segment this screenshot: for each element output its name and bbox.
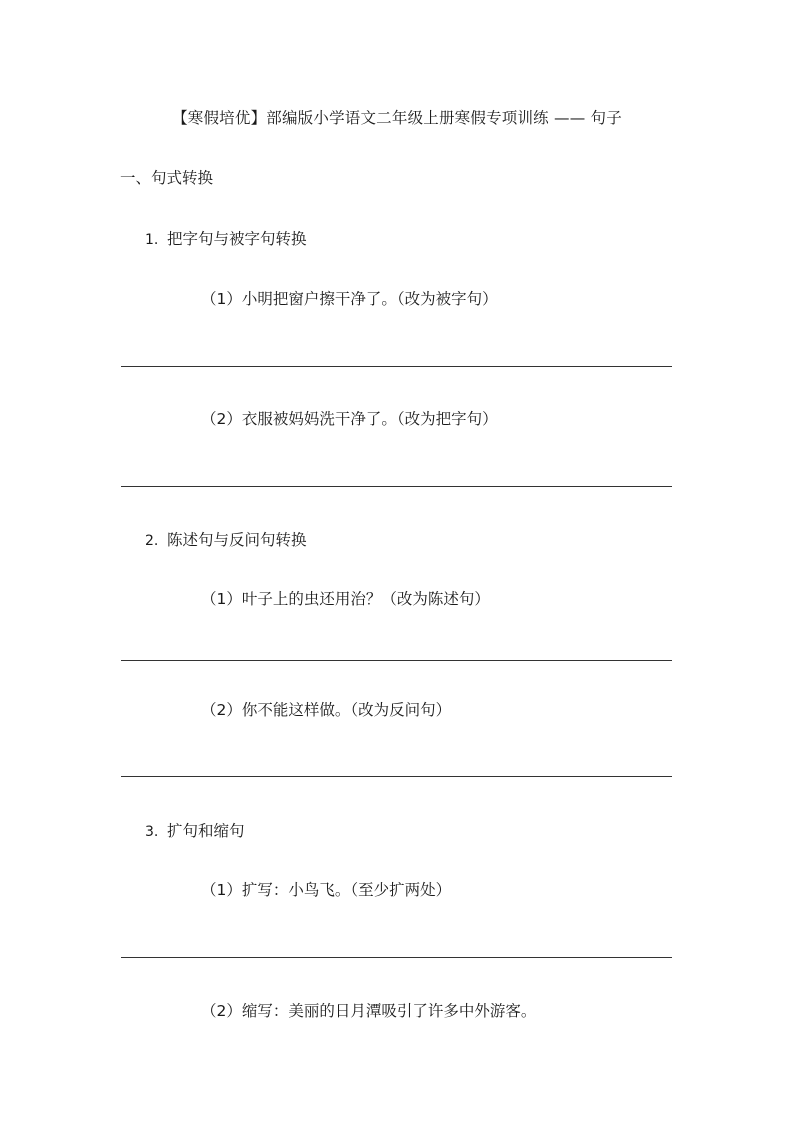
subsection-heading (145, 227, 307, 249)
section-heading: 一、句式转换 (120, 169, 214, 187)
answer-line[interactable] (121, 957, 672, 958)
question-item: （1）小明把窗户擦干净了。（改为被字句） (201, 290, 498, 308)
subsection-label: 扩句和缩句 (167, 822, 245, 840)
answer-line[interactable] (121, 366, 672, 367)
page-title: 【寒假培优】部编版小学语文二年级上册寒假专项训练 —— 句子 (172, 109, 622, 127)
subsection-number: 3. (145, 824, 159, 840)
question-item: （1）扩写：小鸟飞。（至少扩两处） (201, 881, 452, 899)
question-item: （2）衣服被妈妈洗干净了。（改为把字句） (201, 410, 498, 428)
question-item: （2）缩写：美丽的日月潭吸引了许多中外游客。 (201, 1002, 537, 1020)
question-item: （1）叶子上的虫还用治？（改为陈述句） (201, 590, 490, 608)
question-item: （2）你不能这样做。（改为反问句） (201, 701, 452, 719)
subsection-number: 1. (145, 232, 159, 248)
subsection-heading (145, 528, 307, 550)
answer-line[interactable] (121, 776, 672, 777)
subsection-number: 2. (145, 533, 159, 549)
subsection-label: 陈述句与反问句转换 (167, 531, 307, 549)
answer-line[interactable] (121, 660, 672, 661)
subsection-label: 把字句与被字句转换 (167, 230, 307, 248)
answer-line[interactable] (121, 486, 672, 487)
subsection-heading (145, 819, 245, 841)
